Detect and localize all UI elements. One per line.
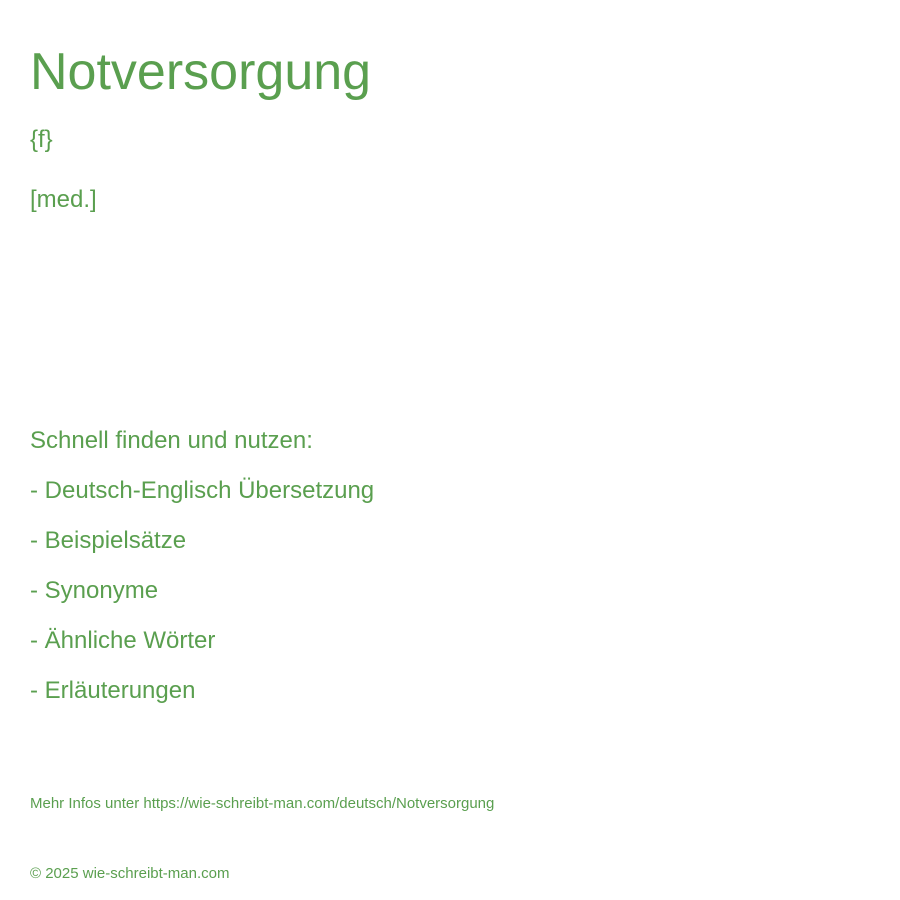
copyright-notice: © 2025 wie-schreibt-man.com: [30, 865, 230, 882]
features-section: [30, 424, 374, 724]
feature-item-example-sentences: - Beispielsätze: [30, 527, 187, 554]
feature-item-synonyms: - Synonyme: [30, 577, 159, 604]
feature-item-translation: - Deutsch-Englisch Übersetzung: [30, 477, 375, 504]
feature-item-similar-words: - Ähnliche Wörter: [30, 627, 216, 654]
more-info-text: Mehr Infos unter https://wie-schreibt-man.com/deutsch/Notversorgung: [30, 795, 495, 812]
entry-title: Notversorgung: [30, 43, 372, 101]
grammatical-gender: {f}: [30, 126, 53, 153]
subject-domain-tag: [med.]: [30, 186, 97, 213]
feature-item-explanations: - Erläuterungen: [30, 677, 196, 704]
features-heading: Schnell finden und nutzen:: [30, 427, 313, 454]
